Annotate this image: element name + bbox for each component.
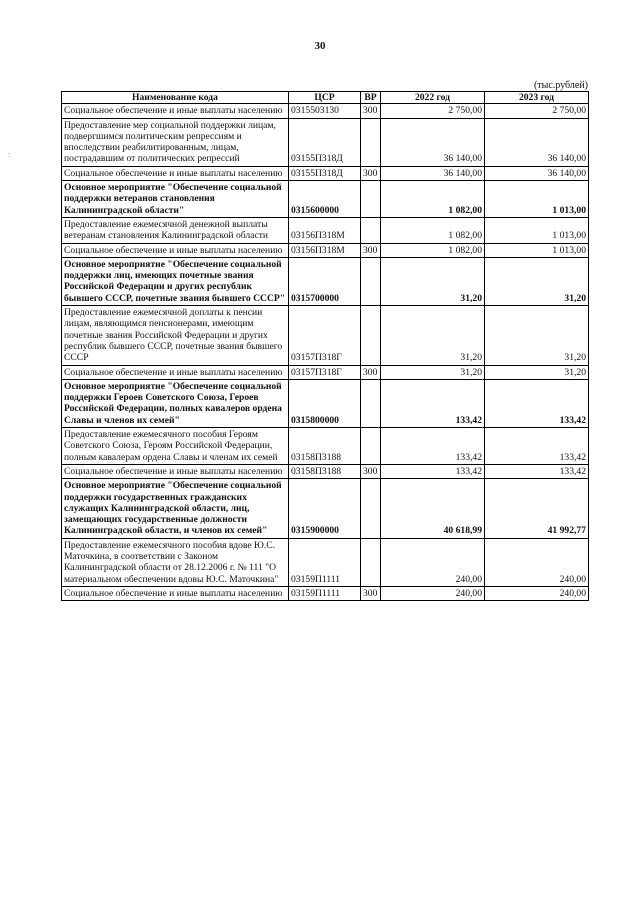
- row-2023: 41 992,77: [485, 479, 589, 538]
- row-csr: 0315700000: [289, 257, 361, 305]
- row-name: Социальное обеспечение и иные выплаты населению: [62, 464, 289, 478]
- row-csr: 03155П318Д: [289, 166, 361, 180]
- row-2022: 133,42: [381, 428, 485, 465]
- row-csr: 03155П318Д: [289, 118, 361, 166]
- table-row: [62, 365, 589, 379]
- row-2023: 240,00: [485, 538, 589, 586]
- row-csr: 0315503130: [289, 104, 361, 118]
- header-name: Наименование кода: [62, 92, 289, 104]
- header-2022: 2022 год: [381, 92, 485, 104]
- row-name: Социальное обеспечение и иные выплаты населению: [62, 243, 289, 257]
- row-csr: 03158П3188: [289, 464, 361, 478]
- header-2023: 2023 год: [485, 92, 589, 104]
- row-csr: 03157П318Г: [289, 365, 361, 379]
- page-number: 30: [314, 40, 326, 52]
- row-vr: 300: [361, 365, 381, 379]
- row-vr: 300: [361, 586, 381, 600]
- row-vr: [361, 379, 381, 427]
- row-name: Основное мероприятие "Обеспечение социальной поддержки лиц, имеющих почетные звания Российской Федерации и других республик бывшего СССР, почетные звания бывшего СССР": [62, 257, 289, 305]
- row-csr: 0315600000: [289, 181, 361, 218]
- table-header-row: [62, 92, 589, 104]
- table-body: [62, 104, 589, 601]
- table-row: [62, 181, 589, 218]
- table-row: [62, 586, 589, 600]
- row-vr: [361, 217, 381, 243]
- row-2023: 1 013,00: [485, 243, 589, 257]
- row-csr: 0315800000: [289, 379, 361, 427]
- row-2023: 36 140,00: [485, 118, 589, 166]
- row-vr: [361, 257, 381, 305]
- row-name: Социальное обеспечение и иные выплаты населению: [62, 365, 289, 379]
- table-row: [62, 306, 589, 365]
- row-vr: [361, 181, 381, 218]
- row-name: Предоставление ежемесячного пособия Героям Советского Союза, Героям Российской Федерации, полным кавалерам ордена Славы и членам их семей: [62, 428, 289, 465]
- table-row: [62, 166, 589, 180]
- row-csr: 0315900000: [289, 479, 361, 538]
- table-row: [62, 464, 589, 478]
- table-row: [62, 243, 589, 257]
- row-name: Предоставление ежемесячной доплаты к пенсии лицам, являющимся пенсионерами, имеющим почетные звания Российской Федерации и других республик бывшего СССР, почетные звания бывшего СССР: [62, 306, 289, 365]
- row-2023: 2 750,00: [485, 104, 589, 118]
- row-name: Социальное обеспечение и иные выплаты населению: [62, 104, 289, 118]
- budget-table: [61, 91, 589, 601]
- row-2023: 31,20: [485, 257, 589, 305]
- row-vr: [361, 306, 381, 365]
- row-2023: 1 013,00: [485, 217, 589, 243]
- row-2022: 31,20: [381, 365, 485, 379]
- table-row: [62, 118, 589, 166]
- row-2022: 240,00: [381, 586, 485, 600]
- row-vr: 300: [361, 243, 381, 257]
- row-2023: 36 140,00: [485, 166, 589, 180]
- row-name: Предоставление ежемесячной денежной выплаты ветеранам становления Калининградской области: [62, 217, 289, 243]
- row-2023: 240,00: [485, 586, 589, 600]
- row-2022: 1 082,00: [381, 217, 485, 243]
- row-2023: 1 013,00: [485, 181, 589, 218]
- row-name: Основное мероприятие "Обеспечение социальной поддержки ветеранов становления Калининградской области": [62, 181, 289, 218]
- row-name: Социальное обеспечение и иные выплаты населению: [62, 166, 289, 180]
- row-vr: [361, 479, 381, 538]
- row-name: Основное мероприятие "Обеспечение социальной поддержки Героев Советского Союза, Героев Российской Федерации, полных кавалеров ордена Славы и членов их семей": [62, 379, 289, 427]
- table-row: [62, 538, 589, 586]
- row-csr: 03157П318Г: [289, 306, 361, 365]
- row-name: Социальное обеспечение и иные выплаты населению: [62, 586, 289, 600]
- table-row: [62, 428, 589, 465]
- row-name: Предоставление мер социальной поддержки лицам, подвергшимся политическим репрессиям и впоследствии реабилитированным, лицам, пострадавшим от политических репрессий: [62, 118, 289, 166]
- table-row: [62, 257, 589, 305]
- row-csr: 03158П3188: [289, 428, 361, 465]
- header-vr: ВР: [361, 92, 381, 104]
- row-2022: 133,42: [381, 464, 485, 478]
- row-csr: 03159П1111: [289, 586, 361, 600]
- row-csr: 03159П1111: [289, 538, 361, 586]
- row-2023: 133,42: [485, 428, 589, 465]
- row-2023: 31,20: [485, 365, 589, 379]
- table-row: [62, 104, 589, 118]
- row-vr: [361, 118, 381, 166]
- table-row: [62, 217, 589, 243]
- row-2022: 240,00: [381, 538, 485, 586]
- row-vr: [361, 538, 381, 586]
- row-vr: [361, 428, 381, 465]
- table-row: [62, 379, 589, 427]
- row-2023: 133,42: [485, 379, 589, 427]
- row-2022: 31,20: [381, 306, 485, 365]
- row-2022: 1 082,00: [381, 243, 485, 257]
- row-2022: 36 140,00: [381, 166, 485, 180]
- table-row: [62, 479, 589, 538]
- row-2022: 133,42: [381, 379, 485, 427]
- margin-mark: :: [8, 150, 11, 159]
- row-name: Основное мероприятие "Обеспечение социальной поддержки государственных гражданских служащих Калининградской области, лиц, замещающих государственные должности Калининградской области, и членов их семей": [62, 479, 289, 538]
- row-2022: 1 082,00: [381, 181, 485, 218]
- row-vr: 300: [361, 166, 381, 180]
- row-2022: 2 750,00: [381, 104, 485, 118]
- row-name: Предоставление ежемесячного пособия вдове Ю.С. Маточкина, в соответствии с Законом Калининградской области от 28.12.2006 г. № 111 "О материальном обеспечении вдовы Ю.С. Маточкина": [62, 538, 289, 586]
- row-2023: 133,42: [485, 464, 589, 478]
- row-csr: 03156П318М: [289, 217, 361, 243]
- row-vr: 300: [361, 104, 381, 118]
- row-2023: 31,20: [485, 306, 589, 365]
- header-csr: ЦСР: [289, 92, 361, 104]
- row-vr: 300: [361, 464, 381, 478]
- row-csr: 03156П318М: [289, 243, 361, 257]
- row-2022: 36 140,00: [381, 118, 485, 166]
- units-label: (тыс.рублей): [533, 80, 588, 91]
- row-2022: 31,20: [381, 257, 485, 305]
- row-2022: 40 618,99: [381, 479, 485, 538]
